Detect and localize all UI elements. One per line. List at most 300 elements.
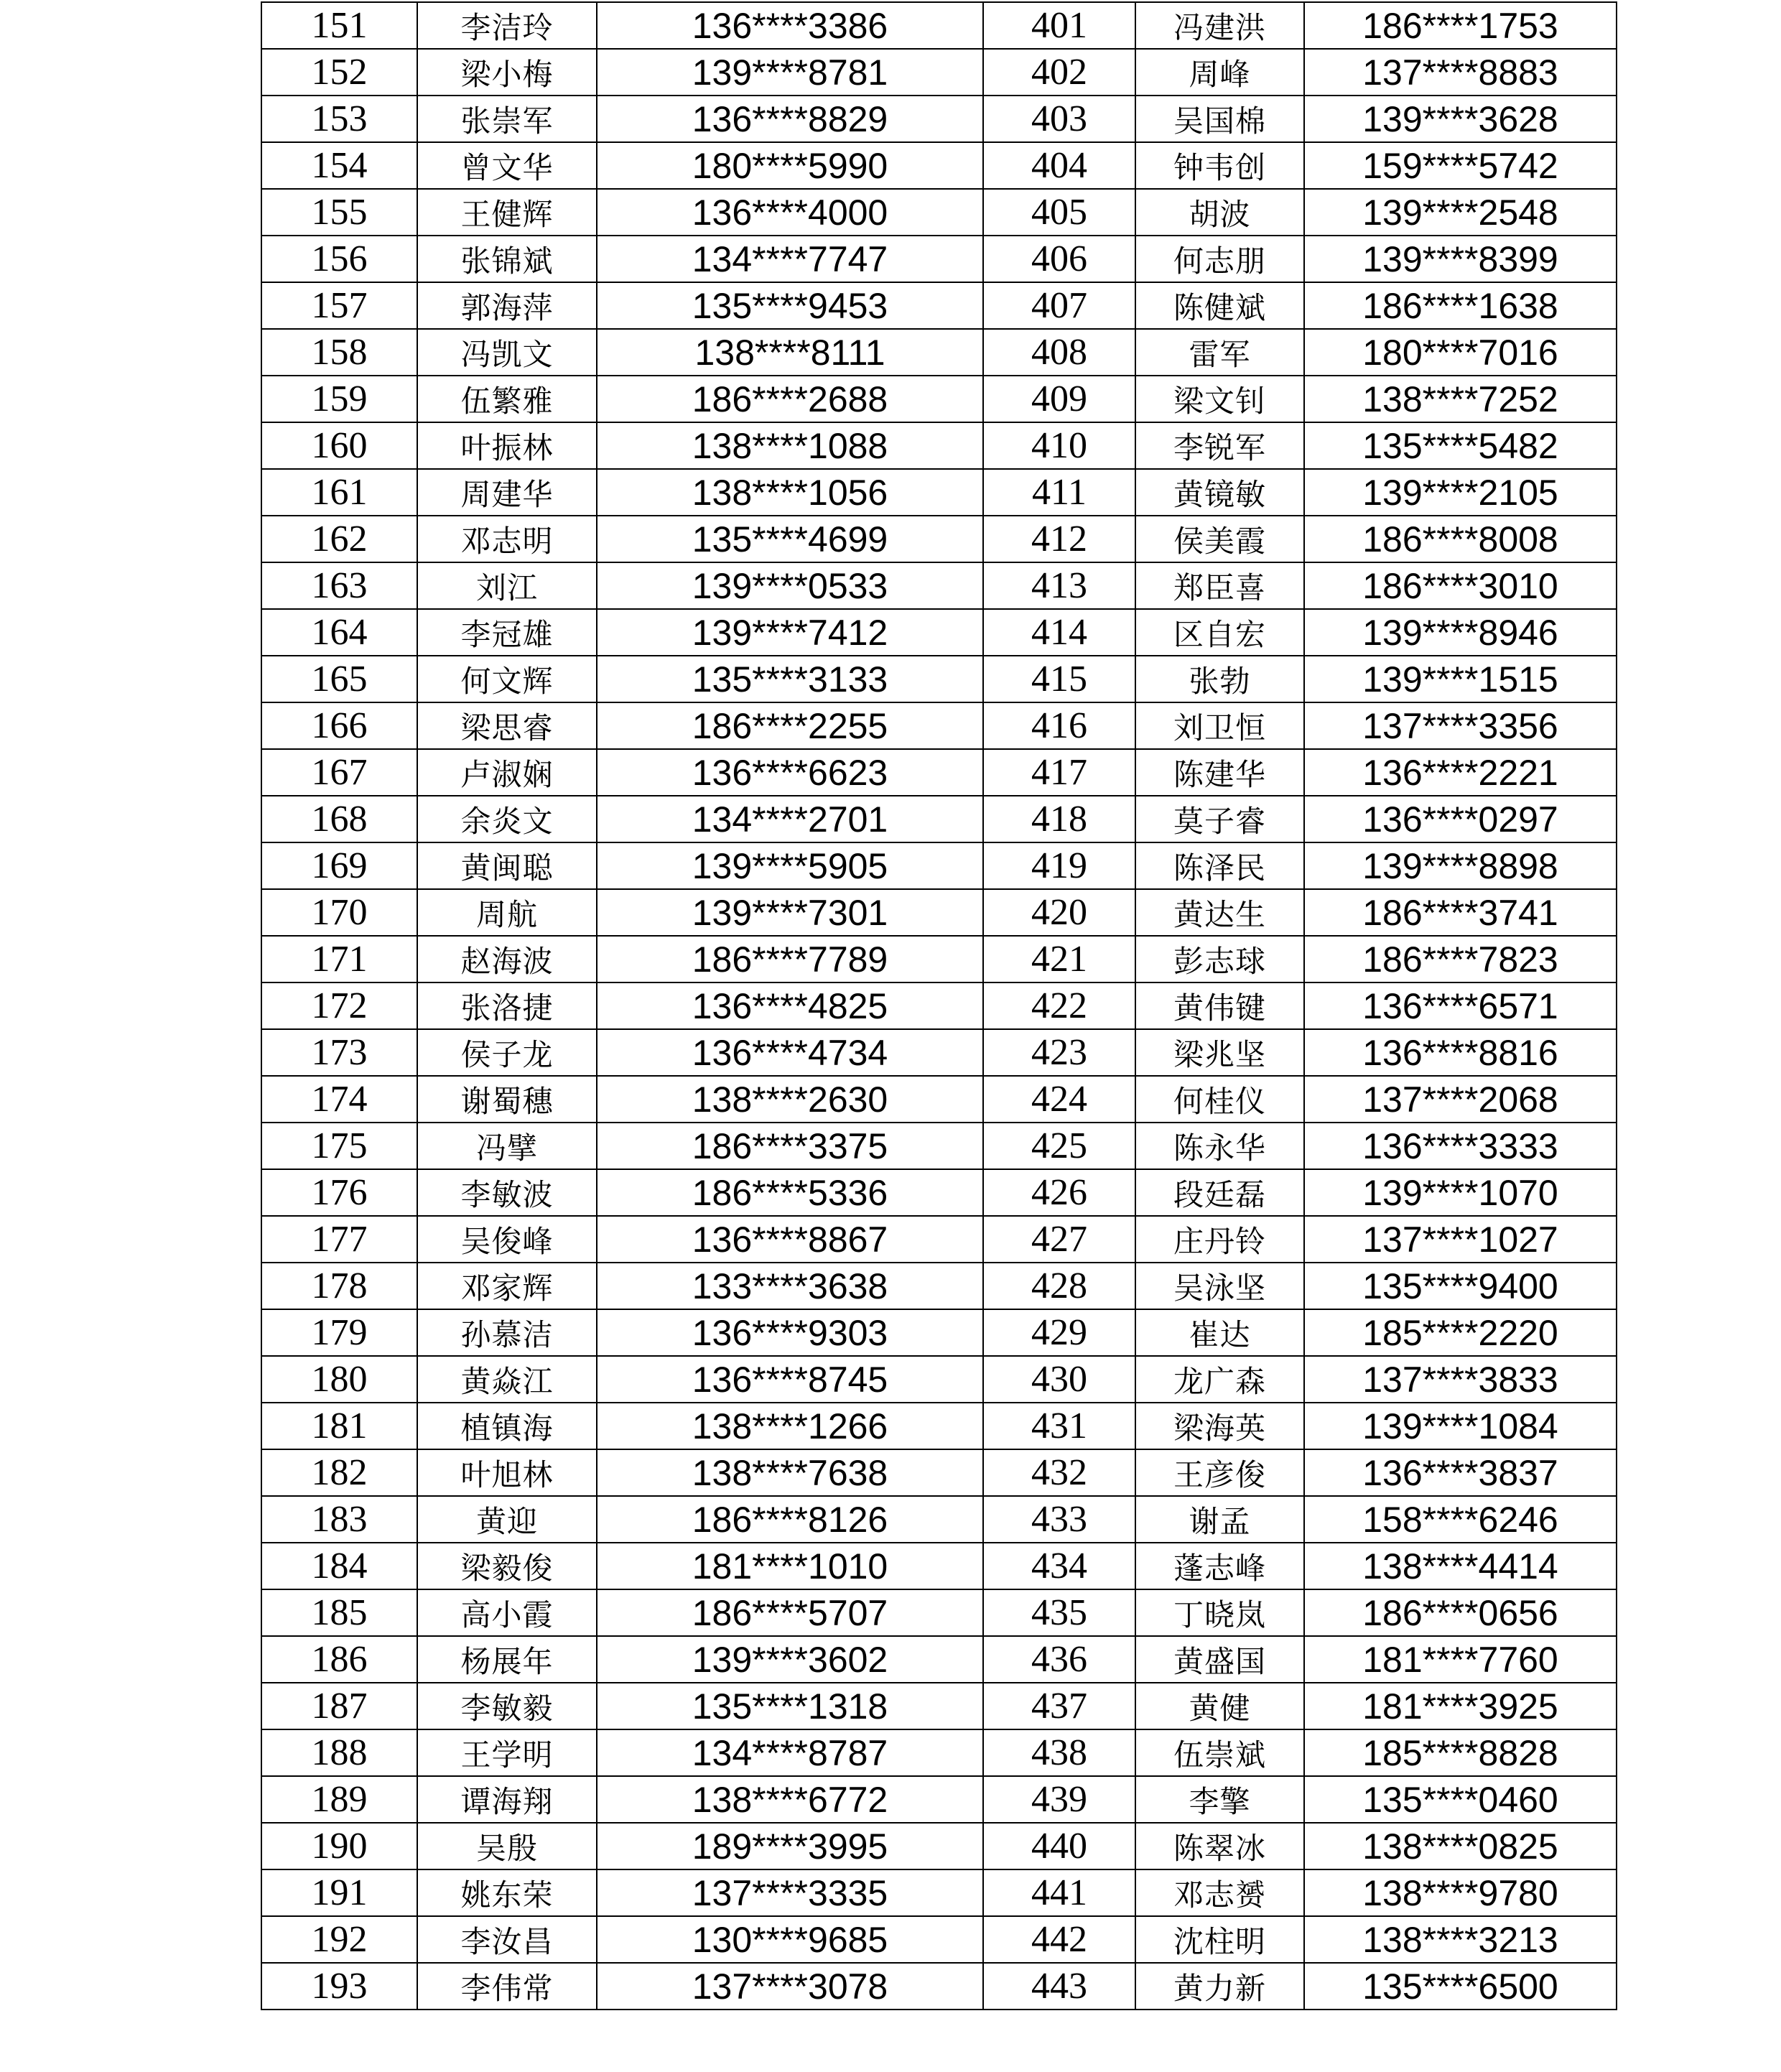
table-row — [261, 1823, 1617, 1869]
index-cell: 406 — [983, 236, 1135, 282]
phone-cell: 135****3133 — [597, 656, 983, 702]
phone-cell: 138****1088 — [597, 422, 983, 469]
table-row — [261, 889, 1617, 936]
index-cell: 427 — [983, 1216, 1135, 1263]
name-cell: 郑臣喜 — [1135, 562, 1304, 609]
table-row — [261, 796, 1617, 842]
name-cell: 周航 — [417, 889, 597, 936]
index-cell: 151 — [261, 2, 417, 49]
phone-cell: 136****2221 — [1304, 749, 1617, 796]
phone-cell: 135****5482 — [1304, 422, 1617, 469]
phone-cell: 138****7252 — [1304, 376, 1617, 422]
phone-cell: 139****1084 — [1304, 1403, 1617, 1449]
index-cell: 183 — [261, 1496, 417, 1543]
name-cell: 周建华 — [417, 469, 597, 516]
index-cell: 412 — [983, 516, 1135, 562]
name-cell: 梁文钊 — [1135, 376, 1304, 422]
index-cell: 161 — [261, 469, 417, 516]
phone-cell: 186****2255 — [597, 702, 983, 749]
table-row — [261, 1076, 1617, 1123]
phone-cell: 186****5707 — [597, 1589, 983, 1636]
phone-cell: 180****5990 — [597, 142, 983, 189]
name-cell: 伍崇斌 — [1135, 1729, 1304, 1776]
index-cell: 168 — [261, 796, 417, 842]
name-cell: 彭志球 — [1135, 936, 1304, 982]
index-cell: 191 — [261, 1869, 417, 1916]
name-cell: 梁海英 — [1135, 1403, 1304, 1449]
index-cell: 159 — [261, 376, 417, 422]
index-cell: 190 — [261, 1823, 417, 1869]
index-cell: 408 — [983, 329, 1135, 376]
index-cell: 409 — [983, 376, 1135, 422]
phone-cell: 139****3602 — [597, 1636, 983, 1683]
table-row — [261, 1449, 1617, 1496]
phone-cell: 136****6623 — [597, 749, 983, 796]
index-cell: 437 — [983, 1683, 1135, 1729]
table-row — [261, 1216, 1617, 1263]
phone-cell: 139****2105 — [1304, 469, 1617, 516]
table-row — [261, 562, 1617, 609]
name-cell: 何志朋 — [1135, 236, 1304, 282]
phone-cell: 139****8898 — [1304, 842, 1617, 889]
name-cell: 王学明 — [417, 1729, 597, 1776]
index-cell: 432 — [983, 1449, 1135, 1496]
name-cell: 张锦斌 — [417, 236, 597, 282]
phone-cell: 139****0533 — [597, 562, 983, 609]
name-cell: 段廷磊 — [1135, 1169, 1304, 1216]
table-row — [261, 936, 1617, 982]
name-cell: 吴泳坚 — [1135, 1263, 1304, 1309]
index-cell: 440 — [983, 1823, 1135, 1869]
index-cell: 166 — [261, 702, 417, 749]
index-cell: 154 — [261, 142, 417, 189]
index-cell: 434 — [983, 1543, 1135, 1589]
index-cell: 430 — [983, 1356, 1135, 1403]
index-cell: 170 — [261, 889, 417, 936]
phone-cell: 139****7412 — [597, 609, 983, 656]
name-cell: 周峰 — [1135, 49, 1304, 96]
index-cell: 163 — [261, 562, 417, 609]
phone-cell: 186****2688 — [597, 376, 983, 422]
index-cell: 438 — [983, 1729, 1135, 1776]
table-row — [261, 422, 1617, 469]
name-cell: 李伟常 — [417, 1963, 597, 2010]
phone-cell: 137****3335 — [597, 1869, 983, 1916]
name-cell: 梁小梅 — [417, 49, 597, 96]
index-cell: 410 — [983, 422, 1135, 469]
table-row — [261, 1496, 1617, 1543]
name-cell: 何文辉 — [417, 656, 597, 702]
table-row — [261, 1729, 1617, 1776]
table-row — [261, 702, 1617, 749]
name-cell: 谢蜀穗 — [417, 1076, 597, 1123]
name-cell: 冯凯文 — [417, 329, 597, 376]
table-row — [261, 1403, 1617, 1449]
index-cell: 420 — [983, 889, 1135, 936]
name-cell: 卢淑娴 — [417, 749, 597, 796]
name-cell: 冯建洪 — [1135, 2, 1304, 49]
phone-cell: 181****1010 — [597, 1543, 983, 1589]
name-cell: 黄盛国 — [1135, 1636, 1304, 1683]
index-cell: 403 — [983, 96, 1135, 142]
table-row — [261, 49, 1617, 96]
phone-cell: 134****8787 — [597, 1729, 983, 1776]
index-cell: 441 — [983, 1869, 1135, 1916]
name-cell: 陈永华 — [1135, 1123, 1304, 1169]
name-cell: 侯美霞 — [1135, 516, 1304, 562]
phone-cell: 186****8126 — [597, 1496, 983, 1543]
name-cell: 黄镜敏 — [1135, 469, 1304, 516]
phone-cell: 186****5336 — [597, 1169, 983, 1216]
phone-cell: 186****7789 — [597, 936, 983, 982]
name-cell: 崔达 — [1135, 1309, 1304, 1356]
phone-cell: 137****3356 — [1304, 702, 1617, 749]
index-cell: 182 — [261, 1449, 417, 1496]
index-cell: 436 — [983, 1636, 1135, 1683]
table-row — [261, 1869, 1617, 1916]
phone-cell: 186****7823 — [1304, 936, 1617, 982]
name-cell: 李擎 — [1135, 1776, 1304, 1823]
index-cell: 188 — [261, 1729, 417, 1776]
phone-cell: 186****8008 — [1304, 516, 1617, 562]
phone-cell: 138****1266 — [597, 1403, 983, 1449]
index-cell: 172 — [261, 982, 417, 1029]
index-cell: 443 — [983, 1963, 1135, 2010]
table-row — [261, 749, 1617, 796]
phone-cell: 136****4734 — [597, 1029, 983, 1076]
name-cell: 黄达生 — [1135, 889, 1304, 936]
index-cell: 179 — [261, 1309, 417, 1356]
phone-cell: 135****4699 — [597, 516, 983, 562]
index-cell: 156 — [261, 236, 417, 282]
name-cell: 谢孟 — [1135, 1496, 1304, 1543]
name-cell: 蓬志峰 — [1135, 1543, 1304, 1589]
index-cell: 160 — [261, 422, 417, 469]
index-cell: 178 — [261, 1263, 417, 1309]
index-cell: 185 — [261, 1589, 417, 1636]
phone-cell: 139****3628 — [1304, 96, 1617, 142]
index-cell: 177 — [261, 1216, 417, 1263]
phone-cell: 138****8111 — [597, 329, 983, 376]
name-cell: 王健辉 — [417, 189, 597, 236]
name-cell: 张洛捷 — [417, 982, 597, 1029]
table-row — [261, 189, 1617, 236]
index-cell: 164 — [261, 609, 417, 656]
name-cell: 张崇军 — [417, 96, 597, 142]
name-cell: 梁思睿 — [417, 702, 597, 749]
name-cell: 庄丹铃 — [1135, 1216, 1304, 1263]
table-row — [261, 1263, 1617, 1309]
name-cell: 余炎文 — [417, 796, 597, 842]
index-cell: 187 — [261, 1683, 417, 1729]
name-cell: 孙慕洁 — [417, 1309, 597, 1356]
name-cell: 李敏毅 — [417, 1683, 597, 1729]
phone-cell: 180****7016 — [1304, 329, 1617, 376]
name-cell: 杨展年 — [417, 1636, 597, 1683]
index-cell: 401 — [983, 2, 1135, 49]
index-cell: 167 — [261, 749, 417, 796]
table-row — [261, 516, 1617, 562]
phone-cell: 135****9400 — [1304, 1263, 1617, 1309]
index-cell: 180 — [261, 1356, 417, 1403]
name-cell: 陈泽民 — [1135, 842, 1304, 889]
phone-cell: 136****8745 — [597, 1356, 983, 1403]
index-cell: 184 — [261, 1543, 417, 1589]
phone-cell: 186****1638 — [1304, 282, 1617, 329]
name-cell: 李敏波 — [417, 1169, 597, 1216]
phone-cell: 186****3741 — [1304, 889, 1617, 936]
name-cell: 雷军 — [1135, 329, 1304, 376]
index-cell: 435 — [983, 1589, 1135, 1636]
phone-cell: 134****7747 — [597, 236, 983, 282]
name-cell: 刘江 — [417, 562, 597, 609]
phone-cell: 186****1753 — [1304, 2, 1617, 49]
phone-cell: 139****8399 — [1304, 236, 1617, 282]
name-cell: 黄伟键 — [1135, 982, 1304, 1029]
table-row — [261, 376, 1617, 422]
phone-cell: 138****6772 — [597, 1776, 983, 1823]
index-cell: 155 — [261, 189, 417, 236]
index-cell: 422 — [983, 982, 1135, 1029]
winners-table — [261, 1, 1617, 2010]
document-page — [261, 1, 1617, 2010]
index-cell: 193 — [261, 1963, 417, 2010]
phone-cell: 137****8883 — [1304, 49, 1617, 96]
name-cell: 植镇海 — [417, 1403, 597, 1449]
phone-cell: 186****3375 — [597, 1123, 983, 1169]
phone-cell: 181****3925 — [1304, 1683, 1617, 1729]
index-cell: 165 — [261, 656, 417, 702]
name-cell: 莫子睿 — [1135, 796, 1304, 842]
name-cell: 黄力新 — [1135, 1963, 1304, 2010]
name-cell: 吴国棉 — [1135, 96, 1304, 142]
index-cell: 433 — [983, 1496, 1135, 1543]
phone-cell: 136****8829 — [597, 96, 983, 142]
phone-cell: 158****6246 — [1304, 1496, 1617, 1543]
name-cell: 张勃 — [1135, 656, 1304, 702]
phone-cell: 185****2220 — [1304, 1309, 1617, 1356]
index-cell: 402 — [983, 49, 1135, 96]
index-cell: 414 — [983, 609, 1135, 656]
name-cell: 赵海波 — [417, 936, 597, 982]
name-cell: 何桂仪 — [1135, 1076, 1304, 1123]
table-row — [261, 96, 1617, 142]
index-cell: 405 — [983, 189, 1135, 236]
index-cell: 439 — [983, 1776, 1135, 1823]
winners-table-body — [261, 2, 1617, 2010]
index-cell: 424 — [983, 1076, 1135, 1123]
index-cell: 431 — [983, 1403, 1135, 1449]
phone-cell: 136****8816 — [1304, 1029, 1617, 1076]
table-row — [261, 236, 1617, 282]
index-cell: 417 — [983, 749, 1135, 796]
name-cell: 谭海翔 — [417, 1776, 597, 1823]
table-row — [261, 142, 1617, 189]
phone-cell: 136****9303 — [597, 1309, 983, 1356]
phone-cell: 181****7760 — [1304, 1636, 1617, 1683]
phone-cell: 139****2548 — [1304, 189, 1617, 236]
phone-cell: 138****3213 — [1304, 1916, 1617, 1963]
index-cell: 157 — [261, 282, 417, 329]
phone-cell: 130****9685 — [597, 1916, 983, 1963]
name-cell: 沈柱明 — [1135, 1916, 1304, 1963]
phone-cell: 185****8828 — [1304, 1729, 1617, 1776]
phone-cell: 139****8946 — [1304, 609, 1617, 656]
phone-cell: 136****4825 — [597, 982, 983, 1029]
table-row — [261, 1543, 1617, 1589]
table-row — [261, 1169, 1617, 1216]
name-cell: 陈健斌 — [1135, 282, 1304, 329]
table-row — [261, 1356, 1617, 1403]
phone-cell: 138****9780 — [1304, 1869, 1617, 1916]
name-cell: 黄健 — [1135, 1683, 1304, 1729]
phone-cell: 135****1318 — [597, 1683, 983, 1729]
name-cell: 钟韦创 — [1135, 142, 1304, 189]
index-cell: 176 — [261, 1169, 417, 1216]
name-cell: 梁毅俊 — [417, 1543, 597, 1589]
index-cell: 442 — [983, 1916, 1135, 1963]
table-row — [261, 1683, 1617, 1729]
table-row — [261, 282, 1617, 329]
index-cell: 418 — [983, 796, 1135, 842]
index-cell: 428 — [983, 1263, 1135, 1309]
index-cell: 186 — [261, 1636, 417, 1683]
phone-cell: 139****5905 — [597, 842, 983, 889]
name-cell: 侯子龙 — [417, 1029, 597, 1076]
phone-cell: 139****8781 — [597, 49, 983, 96]
phone-cell: 138****1056 — [597, 469, 983, 516]
table-row — [261, 1776, 1617, 1823]
phone-cell: 139****1070 — [1304, 1169, 1617, 1216]
name-cell: 邓家辉 — [417, 1263, 597, 1309]
phone-cell: 137****3078 — [597, 1963, 983, 2010]
index-cell: 407 — [983, 282, 1135, 329]
index-cell: 415 — [983, 656, 1135, 702]
index-cell: 153 — [261, 96, 417, 142]
name-cell: 叶振林 — [417, 422, 597, 469]
name-cell: 吴俊峰 — [417, 1216, 597, 1263]
index-cell: 171 — [261, 936, 417, 982]
name-cell: 李锐军 — [1135, 422, 1304, 469]
name-cell: 王彦俊 — [1135, 1449, 1304, 1496]
table-row — [261, 1309, 1617, 1356]
index-cell: 152 — [261, 49, 417, 96]
name-cell: 黄闽聪 — [417, 842, 597, 889]
phone-cell: 159****5742 — [1304, 142, 1617, 189]
index-cell: 411 — [983, 469, 1135, 516]
index-cell: 426 — [983, 1169, 1135, 1216]
index-cell: 416 — [983, 702, 1135, 749]
phone-cell: 138****7638 — [597, 1449, 983, 1496]
name-cell: 龙广森 — [1135, 1356, 1304, 1403]
phone-cell: 136****3333 — [1304, 1123, 1617, 1169]
table-row — [261, 469, 1617, 516]
index-cell: 413 — [983, 562, 1135, 609]
name-cell: 郭海萍 — [417, 282, 597, 329]
phone-cell: 135****9453 — [597, 282, 983, 329]
name-cell: 黄焱江 — [417, 1356, 597, 1403]
phone-cell: 134****2701 — [597, 796, 983, 842]
phone-cell: 136****6571 — [1304, 982, 1617, 1029]
phone-cell: 138****4414 — [1304, 1543, 1617, 1589]
name-cell: 丁晓岚 — [1135, 1589, 1304, 1636]
index-cell: 419 — [983, 842, 1135, 889]
phone-cell: 189****3995 — [597, 1823, 983, 1869]
name-cell: 李汝昌 — [417, 1916, 597, 1963]
name-cell: 邓志赟 — [1135, 1869, 1304, 1916]
phone-cell: 186****0656 — [1304, 1589, 1617, 1636]
phone-cell: 133****3638 — [597, 1263, 983, 1309]
index-cell: 181 — [261, 1403, 417, 1449]
index-cell: 404 — [983, 142, 1135, 189]
table-row — [261, 1636, 1617, 1683]
phone-cell: 135****0460 — [1304, 1776, 1617, 1823]
name-cell: 陈建华 — [1135, 749, 1304, 796]
index-cell: 174 — [261, 1076, 417, 1123]
phone-cell: 136****4000 — [597, 189, 983, 236]
table-row — [261, 1963, 1617, 2010]
name-cell: 刘卫恒 — [1135, 702, 1304, 749]
table-row — [261, 329, 1617, 376]
index-cell: 425 — [983, 1123, 1135, 1169]
index-cell: 173 — [261, 1029, 417, 1076]
table-row — [261, 1589, 1617, 1636]
index-cell: 175 — [261, 1123, 417, 1169]
name-cell: 曾文华 — [417, 142, 597, 189]
name-cell: 李洁玲 — [417, 2, 597, 49]
table-row — [261, 982, 1617, 1029]
name-cell: 胡波 — [1135, 189, 1304, 236]
name-cell: 黄迎 — [417, 1496, 597, 1543]
phone-cell: 135****6500 — [1304, 1963, 1617, 2010]
phone-cell: 139****1515 — [1304, 656, 1617, 702]
table-row — [261, 1029, 1617, 1076]
table-row — [261, 1123, 1617, 1169]
phone-cell: 136****3386 — [597, 2, 983, 49]
name-cell: 叶旭林 — [417, 1449, 597, 1496]
name-cell: 高小霞 — [417, 1589, 597, 1636]
phone-cell: 139****7301 — [597, 889, 983, 936]
index-cell: 429 — [983, 1309, 1135, 1356]
name-cell: 李冠雄 — [417, 609, 597, 656]
index-cell: 189 — [261, 1776, 417, 1823]
name-cell: 邓志明 — [417, 516, 597, 562]
phone-cell: 137****3833 — [1304, 1356, 1617, 1403]
index-cell: 421 — [983, 936, 1135, 982]
name-cell: 冯擘 — [417, 1123, 597, 1169]
name-cell: 梁兆坚 — [1135, 1029, 1304, 1076]
phone-cell: 138****2630 — [597, 1076, 983, 1123]
phone-cell: 137****1027 — [1304, 1216, 1617, 1263]
table-row — [261, 842, 1617, 889]
phone-cell: 136****0297 — [1304, 796, 1617, 842]
name-cell: 吴殷 — [417, 1823, 597, 1869]
name-cell: 陈翠冰 — [1135, 1823, 1304, 1869]
index-cell: 423 — [983, 1029, 1135, 1076]
table-row — [261, 609, 1617, 656]
phone-cell: 138****0825 — [1304, 1823, 1617, 1869]
index-cell: 158 — [261, 329, 417, 376]
phone-cell: 137****2068 — [1304, 1076, 1617, 1123]
index-cell: 192 — [261, 1916, 417, 1963]
table-row — [261, 1916, 1617, 1963]
table-row — [261, 2, 1617, 49]
index-cell: 169 — [261, 842, 417, 889]
name-cell: 区自宏 — [1135, 609, 1304, 656]
name-cell: 姚东荣 — [417, 1869, 597, 1916]
table-row — [261, 656, 1617, 702]
phone-cell: 136****8867 — [597, 1216, 983, 1263]
